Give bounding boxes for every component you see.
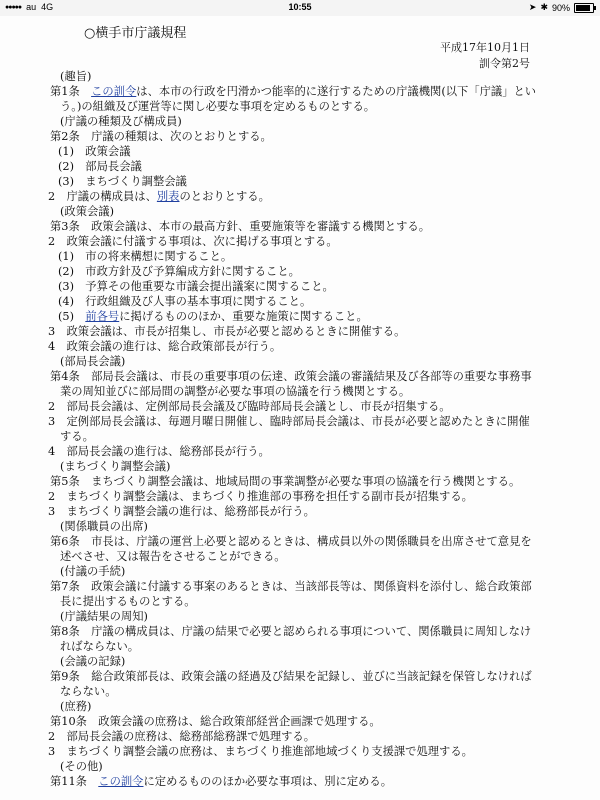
line-text: (2) 部局長会議 — [58, 160, 142, 173]
line-text: (1) 市の将来構想に関すること。 — [58, 250, 233, 263]
document-line — [48, 235, 338, 249]
document-line — [48, 490, 473, 504]
document-line — [58, 145, 131, 159]
line-text: ればならない。 — [60, 640, 140, 653]
line-text: する。 — [60, 430, 94, 443]
line-text: (付議の手続) — [60, 565, 126, 578]
document-line — [48, 325, 405, 339]
article-caption — [60, 205, 114, 219]
document-line — [60, 550, 286, 564]
clock: 10:55 — [288, 2, 312, 12]
document-title: ○横手市庁議規程 — [84, 26, 187, 41]
article-caption — [60, 565, 125, 579]
line-text: ならない。 — [60, 685, 117, 698]
line-text: 2 まちづくり調整会議は、まちづくり推進部の事務を担任する副市長が招集する。 — [48, 490, 473, 503]
battery-level — [576, 5, 590, 11]
line-text: (1) 政策会議 — [58, 145, 131, 158]
line-text: 業の周知並びに部局間の調整が必要な事項の協議を行う機関とする。 — [60, 385, 411, 398]
document-line — [48, 730, 315, 744]
line-text: 4 政策会議の進行は、総合政策部長が行う。 — [48, 340, 282, 353]
article-caption — [60, 700, 91, 714]
reference-link[interactable]: 別表 — [156, 190, 180, 203]
line-text: (関係職員の出席) — [60, 520, 148, 533]
line-text: に定めるもののほか必要な事項は、別に定める。 — [143, 775, 393, 788]
reference-link[interactable]: この訓令 — [98, 775, 144, 788]
document-line — [60, 385, 410, 399]
line-text: (3) 予算その他重要な市議会提出議案に関すること。 — [58, 280, 334, 293]
document-line — [50, 475, 520, 489]
document-date: 平成17年10月1日 — [440, 41, 530, 54]
document-line — [50, 670, 532, 684]
reference-link[interactable]: 前各号 — [85, 310, 120, 323]
line-text: (2) 市政方針及び予算編成方針に関すること。 — [58, 265, 300, 278]
network-label: 4G — [41, 2, 54, 12]
document-line — [58, 280, 334, 294]
article-caption — [60, 355, 125, 369]
document-line — [48, 745, 473, 759]
document-line — [60, 640, 139, 654]
document-line — [60, 685, 117, 699]
document-line — [58, 265, 300, 279]
document-line — [60, 595, 196, 609]
line-text: 第6条 市長は、庁議の運営上必要と認めるときは、構成員以外の関係職員を出席させて意見を — [50, 535, 532, 548]
document-line — [50, 625, 531, 639]
document-meta — [440, 40, 530, 72]
article-caption — [60, 460, 170, 474]
document-line — [58, 250, 232, 264]
line-text: (庁議の種類及び構成員) — [60, 115, 182, 128]
document-line — [50, 130, 272, 144]
document-line — [48, 190, 270, 204]
line-text: 第9条 総合政策部長は、政策会議の経過及び結果を記録し、並びに当該記録を保管しなければ — [50, 670, 532, 683]
article-caption — [60, 760, 103, 774]
location-icon: ➤ — [528, 2, 537, 12]
status-right — [529, 2, 594, 13]
document-line — [50, 715, 381, 729]
line-text: 2 部局長会議の庶務は、総務部総務課で処理する。 — [48, 730, 316, 743]
line-text: 2 庁議の構成員は、 — [48, 190, 157, 203]
line-text: (政策会議) — [60, 205, 115, 218]
line-text: 第3条 政策会議は、本市の最高方針、重要施策等を審議する機関とする。 — [50, 220, 430, 233]
document-number: 訓令第2号 — [479, 57, 530, 70]
document-line — [50, 580, 532, 594]
battery-icon — [574, 3, 594, 13]
line-text: 3 政策会議は、市長が招集し、市長が必要と認めるときに開催する。 — [48, 325, 406, 338]
document-line — [50, 775, 392, 789]
line-text: (庶務) — [60, 700, 92, 713]
document-line — [58, 310, 368, 324]
line-text: に掲げるもののほか、重要な施策に関すること。 — [119, 310, 368, 323]
document-line — [60, 100, 375, 114]
line-text: (部局長会議) — [60, 355, 126, 368]
line-text: 3 定例部局長会議は、毎週月曜日開催し、臨時部局長会議は、市長が必要と認めたときに開催 — [48, 415, 530, 428]
line-text: 第8条 庁議の構成員は、庁議の結果で必要と認められる事項について、関係職員に周知しなけ — [50, 625, 532, 638]
document-line — [50, 220, 430, 234]
line-text: (庁議結果の周知) — [60, 610, 148, 623]
line-text: 3 まちづくり調整会議の庶務は、まちづくり推進部地域づくり支援課で処理する。 — [48, 745, 473, 758]
document-line — [58, 160, 142, 174]
line-text: (4) 行政組織及び人事の基本事項に関すること。 — [58, 295, 312, 308]
line-text: 第10条 政策会議の庶務は、総合政策部経営企画課で処理する。 — [50, 715, 381, 728]
article-caption — [60, 520, 148, 534]
line-text: 第4条 部局長会議は、市長の重要事項の伝達、政策会議の審議結果及び各部等の重要な事務事 — [50, 370, 532, 383]
line-text: (会議の記録) — [60, 655, 126, 668]
line-text: 4 部局長会議の進行は、総務部長が行う。 — [48, 445, 270, 458]
document-line — [50, 370, 532, 384]
line-text: 2 政策会議に付議する事項は、次に掲げる事項とする。 — [48, 235, 338, 248]
line-text: (5) — [58, 310, 86, 323]
line-text: 第1条 — [50, 85, 92, 98]
article-caption — [60, 610, 148, 624]
document-line — [58, 175, 187, 189]
document-line — [48, 445, 270, 459]
status-bar — [0, 0, 600, 16]
line-text: (まちづくり調整会議) — [60, 460, 171, 473]
line-text: 第11条 — [50, 775, 99, 788]
line-text: (3) まちづくり調整会議 — [58, 175, 187, 188]
line-text: のとおりとする。 — [179, 190, 270, 203]
document-line — [50, 85, 536, 99]
document-line — [48, 505, 315, 519]
line-text: 第2条 庁議の種類は、次のとおりとする。 — [50, 130, 272, 143]
bluetooth-icon: ✱ — [540, 2, 548, 12]
line-text: (その他) — [60, 760, 103, 773]
article-caption — [60, 655, 125, 669]
article-caption — [60, 70, 91, 84]
document-line — [60, 430, 94, 444]
line-text: 第5条 まちづくり調整会議は、地域局間の事業調整が必要な事項の協議を行う機関とする。 — [50, 475, 521, 488]
line-text: 長に提出するものとする。 — [60, 595, 196, 608]
reference-link[interactable]: この訓令 — [91, 85, 137, 98]
document-line — [50, 535, 532, 549]
document-page[interactable] — [0, 16, 600, 800]
line-text: は、本市の行政を円滑かつ能率的に遂行するための庁議機関(以下「庁議」とい — [136, 85, 537, 98]
line-text: (趣旨) — [60, 70, 92, 83]
battery-percent: 90% — [551, 2, 570, 13]
document-line — [58, 295, 311, 309]
signal-strength-icon: ●●●●● — [5, 3, 22, 11]
line-text: 第7条 政策会議に付議する事案のあるときは、当該部長等は、関係資料を添付し、総合政策部 — [50, 580, 532, 593]
carrier-label: au — [26, 2, 37, 12]
document-line — [48, 400, 451, 414]
line-text: う。)の組織及び運営等に関し必要な事項を定めるものとする。 — [60, 100, 376, 113]
line-text: 述べさせ、又は報告をさせることができる。 — [60, 550, 286, 563]
line-text: 3 まちづくり調整会議の進行は、総務部長が行う。 — [48, 505, 315, 518]
article-caption — [60, 115, 182, 129]
line-text: 2 部局長会議は、定例部局長会議及び臨時部局長会議とし、市長が招集する。 — [48, 400, 451, 413]
document-line — [48, 415, 530, 429]
document-line — [48, 340, 281, 354]
